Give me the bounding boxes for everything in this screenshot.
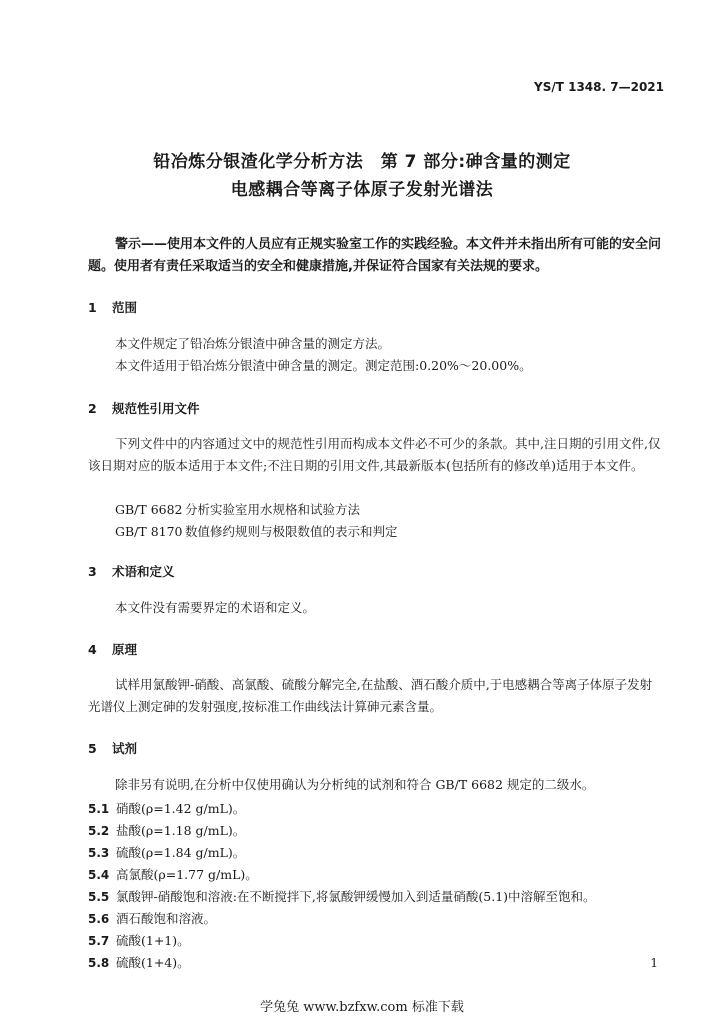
item-text: 硝酸(ρ=1.42 g/mL)。: [116, 801, 246, 816]
page-number: 1: [650, 956, 658, 970]
section-number: 1: [88, 300, 97, 315]
reagent-item: [88, 865, 258, 883]
warning-paragraph: 警示——使用本文件的人员应有正规实验室工作的实践经验。本文件并未指出所有可能的安全问题。使用者有责任采取适当的安全和健康措施,并保证符合国家有关法规的要求。: [88, 237, 662, 274]
item-number: 5.3: [88, 846, 110, 860]
section-number: 5: [88, 741, 97, 756]
reagent-item: [88, 821, 245, 839]
reagent-item: [88, 887, 596, 905]
section-4-paragraph: 试样用氯酸钾-硝酸、高氯酸、硫酸分解完全,在盐酸、酒石酸介质中,于电感耦合等离子体原子发射光谱仪上测定砷的发射强度,按标准工作曲线法计算砷元素含量。: [88, 677, 653, 714]
item-number: 5.5: [88, 890, 110, 904]
section-title: 试剂: [112, 741, 138, 756]
section-2-paragraph: 下列文件中的内容通过文中的规范性引用而构成本文件必不可少的条款。其中,注日期的引用文件,仅该日期对应的版本适用于本文件;不注日期的引用文件,其最新版本(包括所有的修改单)适用于本文件。: [88, 436, 661, 473]
section-title: 原理: [112, 642, 138, 657]
item-text: 硫酸(1+4)。: [116, 955, 190, 970]
section-title: 范围: [112, 300, 138, 315]
section-title: 规范性引用文件: [112, 401, 200, 416]
reference-title: 数值修约规则与极限数值的表示和判定: [185, 524, 398, 539]
reference-title: 分析实验室用水规格和试验方法: [185, 502, 361, 517]
reagent-item: [88, 953, 190, 971]
section-1-line2: 本文件适用于铅冶炼分银渣中砷含量的测定。测定范围:0.20%～20.00%。: [115, 358, 532, 373]
document-title-line1: 铅冶炼分银渣化学分析方法 第 7 部分:砷含量的测定: [153, 152, 571, 172]
reagent-item: [88, 799, 245, 817]
section-3-heading: [88, 562, 175, 580]
item-number: 5.2: [88, 824, 110, 838]
section-number: 3: [88, 564, 97, 579]
item-text: 氯酸钾-硝酸饱和溶液:在不断搅拌下,将氯酸钾缓慢加入到适量硝酸(5.1)中溶解至饱和。: [116, 889, 596, 904]
reagent-item: [88, 843, 245, 861]
document-title-line2: 电感耦合等离子体原子发射光谱法: [230, 180, 494, 200]
reagent-item: [88, 931, 190, 949]
reference-code: GB/T 6682: [115, 502, 183, 517]
footer-watermark: 学兔兔 www.bzfxw.com 标准下载: [260, 1000, 464, 1015]
item-text: 盐酸(ρ=1.18 g/mL)。: [116, 823, 246, 838]
item-text: 高氯酸(ρ=1.77 g/mL)。: [116, 867, 258, 882]
item-text: 硫酸(1+1)。: [116, 933, 190, 948]
reference-item: [115, 522, 398, 540]
section-4-heading: [88, 640, 137, 658]
reference-code: GB/T 8170: [115, 524, 183, 539]
item-text: 硫酸(ρ=1.84 g/mL)。: [116, 845, 246, 860]
item-number: 5.1: [88, 802, 110, 816]
section-1-line1: 本文件规定了铅冶炼分银渣中砷含量的测定方法。: [115, 336, 391, 351]
section-number: 2: [88, 401, 97, 416]
item-number: 5.7: [88, 934, 110, 948]
section-5-intro: 除非另有说明,在分析中仅使用确认为分析纯的试剂和符合 GB/T 6682 规定的二级水。: [115, 777, 595, 792]
section-1-heading: [88, 298, 137, 316]
section-2-heading: [88, 399, 200, 417]
item-number: 5.6: [88, 912, 110, 926]
section-title: 术语和定义: [112, 564, 175, 579]
standard-number: YS/T 1348. 7—2021: [534, 80, 664, 94]
reagent-item: [88, 909, 216, 927]
item-number: 5.8: [88, 956, 110, 970]
section-3-line1: 本文件没有需要界定的术语和定义。: [115, 600, 316, 615]
section-number: 4: [88, 642, 97, 657]
section-5-heading: [88, 739, 137, 757]
reference-item: [115, 500, 360, 518]
item-text: 酒石酸饱和溶液。: [116, 911, 217, 926]
item-number: 5.4: [88, 868, 110, 882]
